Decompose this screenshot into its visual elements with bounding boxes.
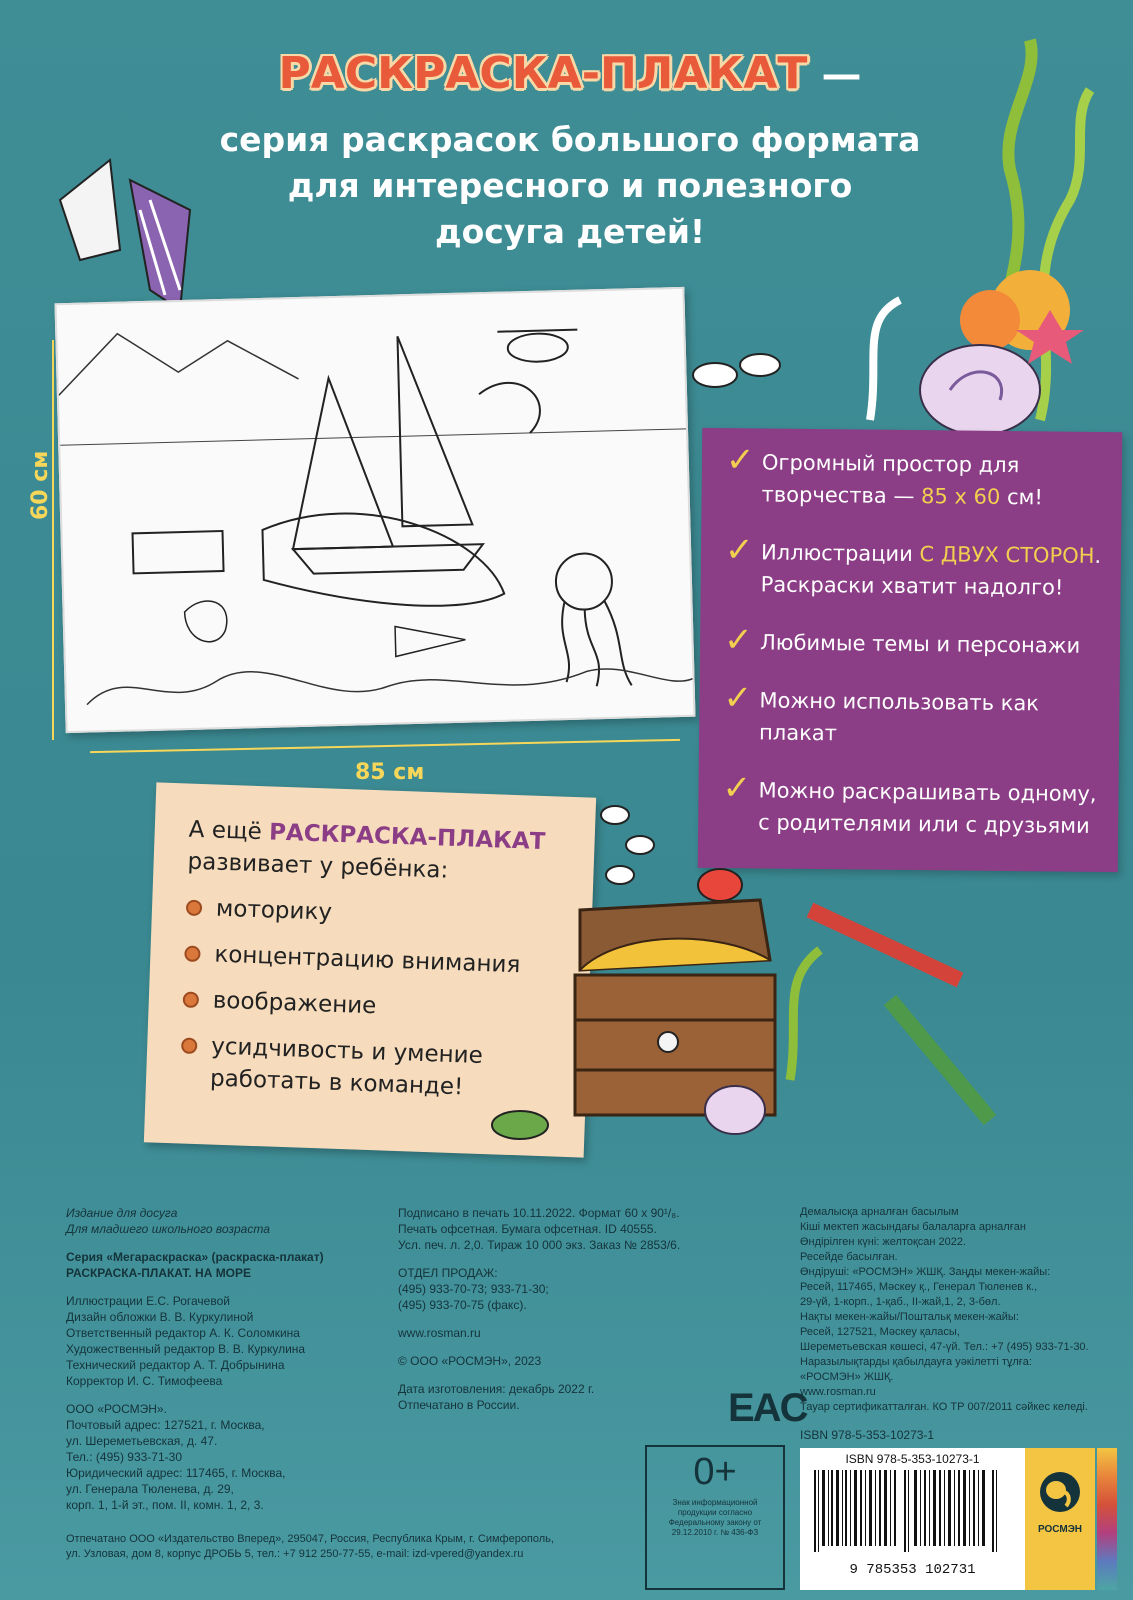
poster-width-label: 85 см [355,760,425,785]
age-rating: 0+ [693,1451,737,1493]
headline [210,48,930,255]
color-strip [1097,1448,1117,1590]
subtitle-line: серия раскрасок большого формата [219,120,921,159]
poster-coloring-image [54,287,695,733]
print-info: Подписано в печать 10.11.2022. Формат 60 х 90¹/₈. Печать офсетная. Бумага офсетная. ID 40555. Усл. печ. л. 2,0. Тираж 10 000 экз. Заказ № 2853/6. [398,1206,681,1252]
feature-item [723,678,1106,752]
treasure-chest-illustration [480,780,1040,1160]
skill-item: концентрацию внимания [184,938,571,983]
imprint-column-right-kazakh [800,1205,1120,1415]
angelfish-illustration [40,140,220,320]
kazakh-info: Демалысқа арналған басылым Кіші мектеп жасындағы балаларға арналған Өндірілген күні: желтоқсан 2022. Ресейде басылған. Өндіруші: «РОСМЭН» ЖШҚ. Заңды мекен-жайы: Ресей, 117465, Мәскеу қ., Генерал Тюленев к., 29-үй, 1-корп., 1-қаб., II-жай,1, 2, 3-бөл. Нақты мекен-жайы/Поштальқ мекен-жайы: Ресей, 127521, Мәскеу қаласы, Шереметьевская көшесі, 47-үй. Тел.: +7 (495) 933-71-30. Наразылықтарды қабылдауға уәкілетті тұлға: «РОСМЭН» ЖШҚ. www.rosman.ru Тауар сертификатталған. КО ТР 007/2011 сәйкес келеді. [800,1206,1089,1413]
checkmark-icon: ✓ [723,620,753,661]
skill-item: воображение [182,983,569,1028]
feature-item [725,440,1108,514]
barcode-bars-icon [800,1466,1025,1556]
website: www.rosman.ru [398,1326,481,1340]
barcode-number: 9 785353 102731 [849,1562,976,1578]
logo-name: РОСМЭН [1037,1524,1083,1535]
elephant-logo-icon [1038,1470,1082,1514]
printer-info: Отпечатано ООО «Издательство Вперед», 295047, Россия, Республика Крым, г. Симферополь, ул. Узловая, дом 8, корпус ДРОБЬ 5, тел.: +7 912 250-77-55, e-mail: izd-vpered@yandex.ru [66,1533,554,1560]
small-fish-illustration [680,330,790,410]
publisher-info: ООО «РОСМЭН». Почтовый адрес: 127521, г. Москва, ул. Шереметьевская, д. 47. Тел.: (495) 933-71-30 Юридический адрес: 117465, г. Москва, ул. Генерала Тюленева, д. 29, корп. 1, 1-й эт., пом. II, комн. 1, 2, 3. [66,1402,286,1512]
credits: Иллюстрации Е.С. Рогачевой Дизайн обложки В. В. Куркулиной Ответственный редактор А. К. Соломкина Художественный редактор В. В. Куркулина Технический редактор А. Т. Добрынина Корректор И. С. Тимофеева [66,1294,306,1388]
publisher-logo [1025,1448,1095,1590]
barcode-isbn: ISBN 978-5-353-10273-1 [845,1452,980,1466]
poster-preview [60,295,700,755]
age-rating-note: Знак информационной продукции согласно Федеральному закону от 29.12.2010 г. № 436-ФЗ [668,1498,762,1537]
feature-text: Огромный простор для творчества — 85 x 60 см! [761,450,1043,510]
feature-text: Любимые темы и персонажи [759,630,1081,658]
bullet-icon [183,991,200,1008]
checkmark-icon: ✓ [723,678,753,719]
checkmark-icon: ✓ [725,440,755,481]
subtitle-line: для интересного и полезного [287,166,853,205]
checkmark-icon: ✓ [724,530,754,571]
bullet-icon [184,946,201,963]
brand-title: РАСКРАСКА-ПЛАКАТ [278,48,808,99]
series-info: Серия «Мегараскраска» (раскраска-плакат) РАСКРАСКА-ПЛАКАТ. НА МОРЕ [66,1250,324,1280]
bullet-icon [186,900,203,917]
isbn-text: ISBN 978-5-353-10273-1 [800,1428,935,1442]
feature-item [723,620,1106,662]
sea-scene-lineart [57,289,694,731]
subtitle [210,117,930,255]
feature-text: Можно раскрашивать одному, с родителями или с друзьями [758,778,1097,838]
bullet-icon [181,1037,198,1054]
feature-text: Можно использовать как плакат [759,688,1040,746]
imprint-column-middle [398,1205,698,1413]
skills-intro: А ещё РАСКРАСКА-ПЛАКАТ развивает у ребёнка: [187,816,546,884]
skill-item: усидчивость и умение работать в команде! [180,1029,568,1106]
feature-item [724,530,1108,604]
height-dimension-line [52,340,54,740]
sales-info: ОТДЕЛ ПРОДАЖ: (495) 933-70-73; 933-71-30; (495) 933-70-75 (факс). [398,1266,549,1312]
edition-info: Издание для досуга Для младшего школьного возраста [66,1206,270,1236]
imprint-column-left [66,1205,366,1513]
poster-height-label: 60 см [28,450,53,520]
copyright: © ООО «РОСМЭН», 2023 [398,1354,542,1368]
barcode [800,1448,1025,1590]
age-rating-box [645,1445,785,1590]
checkmark-icon: ✓ [722,768,752,809]
feature-text: Иллюстрации С ДВУХ СТОРОН. Раскраски хватит надолго! [760,540,1102,600]
skill-item: моторику [186,892,573,937]
title-dash: — [821,52,862,98]
manufacture-info: Дата изготовления: декабрь 2022 г. Отпечатано в России. [398,1382,595,1412]
subtitle-line: досуга детей! [434,212,706,251]
eac-mark-icon: EAC [728,1386,807,1430]
